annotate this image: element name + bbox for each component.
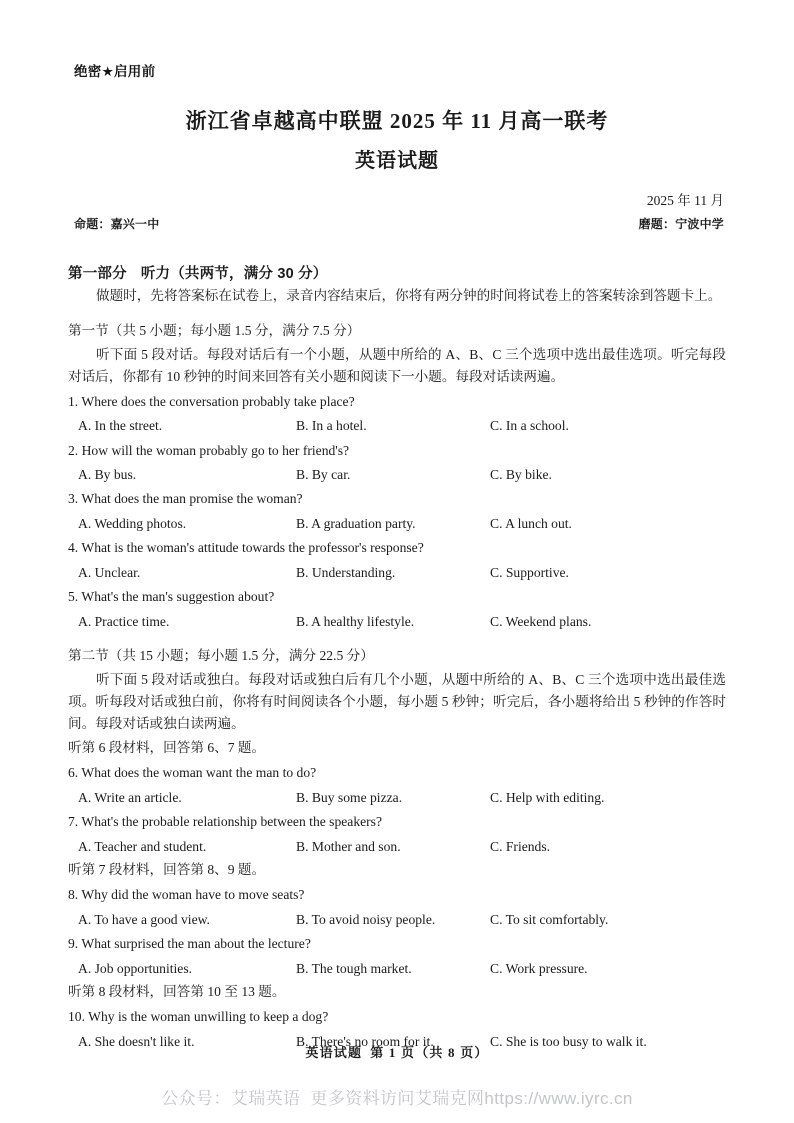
option-c[interactable]: C. Friends. [490,838,551,854]
question-options [68,787,726,808]
question-text: What does the man promise the woman? [81,491,303,507]
author-credit: 命题：嘉兴一中 [74,216,160,231]
option-b[interactable]: B. The tough market. [296,960,412,976]
page-subtitle: 英语试题 [355,149,439,172]
exam-date: 2025 年 11 月 [646,192,724,208]
option-a[interactable]: A. To have a good view. [78,911,210,927]
option-b[interactable]: B. There's no room for it. [296,1033,434,1049]
question-stem [68,762,726,783]
question-text: What surprised the man about the lecture? [81,936,311,952]
part-one-heading-sub: 听力（共两节，满分 30 分） [140,265,328,282]
secret-mark: 绝密★启用前 [74,64,156,79]
option-b[interactable]: B. Understanding. [296,564,396,580]
option-a[interactable]: A. Write an article. [78,789,182,805]
material-7-label: 听第 7 段材料，回答第 8、9 题。 [68,862,266,878]
option-c[interactable]: C. A lunch out. [490,515,572,531]
section-two-heading: 第二节（共 15 小题；每小题 1.5 分，满分 22.5 分） [68,648,374,664]
option-b[interactable]: B. To avoid noisy people. [296,911,436,927]
material-8-label: 听第 8 段材料，回答第 10 至 13 题。 [68,984,286,1000]
option-a[interactable]: A. In the street. [78,418,163,434]
option-c[interactable]: C. Help with editing. [490,789,605,805]
question-number: 1. [68,393,79,409]
footer-subject: 英语试题 [305,1045,363,1060]
section-two-instruction: 听下面 5 段对话或独白。每段对话或独白后有几个小题，从题中所给的 A、B、C 三个选项中选出最佳选项。听每段对话或独白前，你将有时间阅读各个小题，每小题 5 秒钟；听完后，各小题将给出 5 秒钟的作答时间。每段对话或独白读两遍。 [68,672,726,732]
option-a[interactable]: A. By bus. [78,466,137,482]
part-one-intro: 做题时，先将答案标在试卷上，录音内容结束后，你将有两分钟的时间将试卷上的答案转涂到答题卡上。 [96,287,722,303]
option-a[interactable]: A. Unclear. [78,564,141,580]
question-stem [68,488,726,509]
option-b[interactable]: B. In a hotel. [296,418,367,434]
option-c[interactable]: C. To sit comfortably. [490,911,609,927]
section-one-instruction: 听下面 5 段对话。每段对话后有一个小题，从题中所给的 A、B、C 三个选项中选出最佳选项。听完每段对话后，你都有 10 秒钟的时间来回答有关小题和阅读下一小题。每段对话读两遍。 [68,346,726,384]
question-text: What's the probable relationship between the speakers? [81,814,383,830]
question-options [68,958,726,979]
option-b[interactable]: B. By car. [296,466,351,482]
option-a[interactable]: A. Practice time. [78,613,170,629]
question-number: 3. [68,491,79,507]
question-text: What does the woman want the man to do? [81,765,317,781]
footer-page-number: 第 1 页（共 8 页） [370,1045,489,1060]
question-stem [68,586,726,607]
part-one-heading [68,262,726,283]
question-text: Where does the conversation probably take place? [81,393,355,409]
option-a[interactable]: A. Job opportunities. [78,960,193,976]
question-options [68,909,726,930]
question-options [68,415,726,436]
page-footer [0,1042,794,1061]
reviewer-credit: 磨题：宁波中学 [638,216,724,231]
option-a[interactable]: A. Teacher and student. [78,838,207,854]
option-c[interactable]: C. Supportive. [490,564,569,580]
question-options [68,611,726,632]
question-options [68,464,726,485]
question-number: 9. [68,936,79,952]
part-one-heading-main: 第一部分 [68,265,127,282]
option-c[interactable]: C. In a school. [490,418,569,434]
question-options [68,513,726,534]
question-stem [68,1006,726,1027]
question-text: Why did the woman have to move seats? [81,887,305,903]
option-b[interactable]: B. A healthy lifestyle. [296,613,415,629]
question-text: Why is the woman unwilling to keep a dog? [88,1009,329,1025]
question-number: 4. [68,540,79,556]
page-title: 浙江省卓越高中联盟 2025 年 11 月高一联考 [185,109,609,133]
question-number: 6. [68,765,79,781]
option-a[interactable]: A. She doesn't like it. [78,1033,195,1049]
credits-row [68,215,726,232]
watermark [0,1084,794,1109]
option-c[interactable]: C. She is too busy to walk it. [490,1033,647,1049]
option-a[interactable]: A. Wedding photos. [78,515,187,531]
option-c[interactable]: C. Weekend plans. [490,613,592,629]
question-stem [68,537,726,558]
option-b[interactable]: B. A graduation party. [296,515,416,531]
question-options [68,836,726,857]
question-text: What's the man's suggestion about? [81,589,275,605]
question-number: 7. [68,814,79,830]
question-stem [68,440,726,461]
watermark-promo: 更多资料访问艾瑞克网https://www.iyrc.cn [310,1089,633,1108]
question-number: 10. [68,1009,85,1025]
question-number: 2. [68,442,79,458]
question-number: 8. [68,887,79,903]
option-c[interactable]: C. By bike. [490,466,552,482]
material-6-label: 听第 6 段材料，回答第 6、7 题。 [68,740,266,756]
question-stem [68,933,726,954]
question-options [68,562,726,583]
question-number: 5. [68,589,79,605]
page-content [68,60,726,1052]
question-text: What is the woman's attitude towards the professor's response? [81,540,424,556]
question-stem [68,884,726,905]
question-text: How will the woman probably go to her friend's? [81,442,350,458]
option-c[interactable]: C. Work pressure. [490,960,588,976]
option-b[interactable]: B. Buy some pizza. [296,789,403,805]
watermark-account: 公众号：艾瑞英语 [161,1089,301,1108]
question-stem [68,811,726,832]
question-stem [68,391,726,412]
section-one-heading: 第一节（共 5 小题；每小题 1.5 分，满分 7.5 分） [68,322,361,338]
option-b[interactable]: B. Mother and son. [296,838,401,854]
